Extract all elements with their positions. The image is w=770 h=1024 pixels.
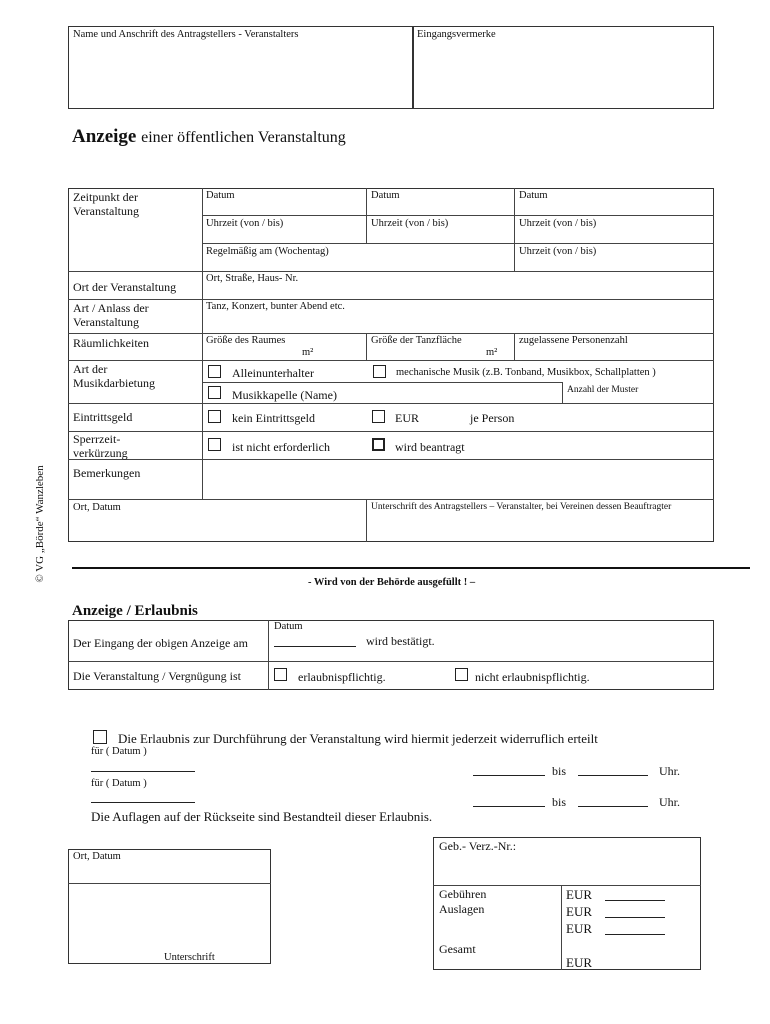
- unterschrift-hint[interactable]: Unterschrift des Antragstellers – Veranstalter, bei Vereinen dessen Beauftragter: [371, 502, 672, 512]
- pflichtig-checkbox[interactable]: [274, 668, 287, 681]
- erlaubnis-statement: Die Erlaubnis zur Durchführung der Veranstaltung wird hiermit jederzeit widerruflich erteilt: [118, 731, 598, 746]
- datum-cell-3[interactable]: Datum: [519, 190, 548, 201]
- uhrzeit-cell-3[interactable]: Uhrzeit (von / bis): [519, 218, 597, 229]
- gesamt-label: Gesamt: [439, 942, 476, 956]
- beantragt-checkbox[interactable]: [372, 438, 385, 451]
- applicant-box[interactable]: [68, 26, 414, 109]
- bestaetigt-label: wird bestätigt.: [366, 634, 435, 648]
- applicant-label: Name und Anschrift des Antragstellers - Veranstalters: [73, 29, 299, 40]
- gebuehren-line[interactable]: [605, 900, 665, 901]
- musik-label: Art der Musikdarbietung: [73, 362, 155, 390]
- page-title-bold: Anzeige: [72, 126, 137, 147]
- eingang-datum-line[interactable]: [274, 646, 356, 647]
- datum-cell-1[interactable]: Datum: [206, 190, 235, 201]
- kein-eintritt-label: kein Eintrittsgeld: [232, 411, 315, 425]
- anzahl-muster-label[interactable]: Anzahl der Muster: [567, 385, 639, 395]
- zeitpunkt-label: Zeitpunkt der Veranstaltung: [73, 190, 139, 218]
- uhr-1-label: Uhr.: [659, 764, 680, 778]
- raum-unit: m²: [302, 347, 314, 358]
- nicht-erforderlich-checkbox[interactable]: [208, 438, 221, 451]
- nicht-erforderlich-label: ist nicht erforderlich: [232, 440, 330, 454]
- bis-2-label: bis: [552, 795, 567, 809]
- bis-2-line[interactable]: [578, 806, 648, 807]
- fuer-datum-2: für ( Datum ): [91, 778, 147, 789]
- erlaubnis-checkbox[interactable]: [93, 730, 107, 744]
- uhr-2-label: Uhr.: [659, 795, 680, 809]
- extra-eur: EUR: [566, 921, 592, 936]
- nicht-pflichtig-label: nicht erlaubnispflichtig.: [475, 670, 590, 684]
- ort-label: Ort der Veranstaltung: [73, 280, 177, 294]
- separator-line: [72, 567, 750, 569]
- ort-hint[interactable]: Ort, Straße, Haus- Nr.: [206, 273, 299, 284]
- copyright-text: © VG „Börde“ Wanzleben: [34, 465, 46, 583]
- je-person-label: je Person: [470, 411, 515, 425]
- bis-1-label: bis: [552, 764, 567, 778]
- section-title: Anzeige / Erlaubnis: [72, 603, 198, 619]
- bemerkungen-field[interactable]: [203, 460, 713, 498]
- fuer-datum-1: für ( Datum ): [91, 746, 147, 757]
- verz-nr-label[interactable]: Geb.- Verz.-Nr.:: [439, 839, 517, 853]
- eingang-label: Der Eingang der obigen Anzeige am: [73, 636, 248, 650]
- veranst-label: Die Veranstaltung / Vergnügung ist: [73, 669, 241, 683]
- sperr-label: Sperrzeit- verkürzung: [73, 432, 128, 460]
- gebuehren-eur: EUR: [566, 887, 592, 902]
- personen-label[interactable]: zugelassene Personenzahl: [519, 335, 628, 346]
- von-2-line[interactable]: [473, 806, 545, 807]
- gesamt-eur: EUR: [566, 955, 592, 970]
- gebuehren-label: Gebühren: [439, 887, 487, 901]
- regelmaessig-cell[interactable]: Regelmäßig am (Wochentag): [206, 246, 329, 257]
- unterschrift-label: Unterschrift: [164, 952, 215, 963]
- groesse-tanz-label[interactable]: Größe der Tanzfläche: [371, 335, 462, 346]
- allein-label: Alleinunterhalter: [232, 366, 314, 380]
- bemerkungen-label: Bemerkungen: [73, 466, 141, 480]
- uhrzeit-cell-4[interactable]: Uhrzeit (von / bis): [519, 246, 597, 257]
- nicht-pflichtig-checkbox[interactable]: [455, 668, 468, 681]
- art-label: Art / Anlass der Veranstaltung: [73, 301, 149, 329]
- groesse-raum-label[interactable]: Größe des Raumes: [206, 335, 286, 346]
- eingang-datum-label: Datum: [274, 621, 303, 632]
- allein-checkbox[interactable]: [208, 365, 221, 378]
- art-hint[interactable]: Tanz, Konzert, bunter Abend etc.: [206, 301, 345, 312]
- page-title-rest: einer öffentlichen Veranstaltung: [141, 129, 346, 146]
- pflichtig-label: erlaubnispflichtig.: [298, 670, 386, 684]
- fuer-datum-1-line[interactable]: [91, 771, 195, 772]
- receipt-box: [412, 26, 714, 109]
- eintritt-label: Eintrittsgeld: [73, 410, 133, 424]
- page-title: [72, 126, 346, 148]
- ort-datum-label[interactable]: Ort, Datum: [73, 502, 121, 513]
- uhrzeit-cell-2[interactable]: Uhrzeit (von / bis): [371, 218, 449, 229]
- von-1-line[interactable]: [473, 775, 545, 776]
- receipt-label: Eingangsvermerke: [417, 29, 496, 40]
- tanz-unit: m²: [486, 347, 498, 358]
- bis-1-line[interactable]: [578, 775, 648, 776]
- fuer-datum-2-line[interactable]: [91, 802, 195, 803]
- raum-label: Räumlichkeiten: [73, 336, 149, 350]
- eur-label: EUR: [395, 411, 419, 425]
- kein-eintritt-checkbox[interactable]: [208, 410, 221, 423]
- kapelle-checkbox[interactable]: [208, 386, 221, 399]
- authority-note: - Wird von der Behörde ausgefüllt ! –: [308, 577, 476, 588]
- extra-line[interactable]: [605, 934, 665, 935]
- beantragt-label: wird beantragt: [395, 440, 465, 454]
- kapelle-label: Musikkapelle (Name): [232, 388, 337, 402]
- auslagen-line[interactable]: [605, 917, 665, 918]
- datum-cell-2[interactable]: Datum: [371, 190, 400, 201]
- eur-eintritt-checkbox[interactable]: [372, 410, 385, 423]
- uhrzeit-cell-1[interactable]: Uhrzeit (von / bis): [206, 218, 284, 229]
- mechanisch-checkbox[interactable]: [373, 365, 386, 378]
- auslagen-eur: EUR: [566, 904, 592, 919]
- auslagen-label: Auslagen: [439, 902, 485, 916]
- mechanisch-label: mechanische Musik (z.B. Tonband, Musikbox, Schallplatten ): [396, 367, 656, 378]
- sig-ort-datum-label[interactable]: Ort, Datum: [73, 851, 121, 862]
- auflagen-text: Die Auflagen auf der Rückseite sind Bestandteil dieser Erlaubnis.: [91, 809, 433, 824]
